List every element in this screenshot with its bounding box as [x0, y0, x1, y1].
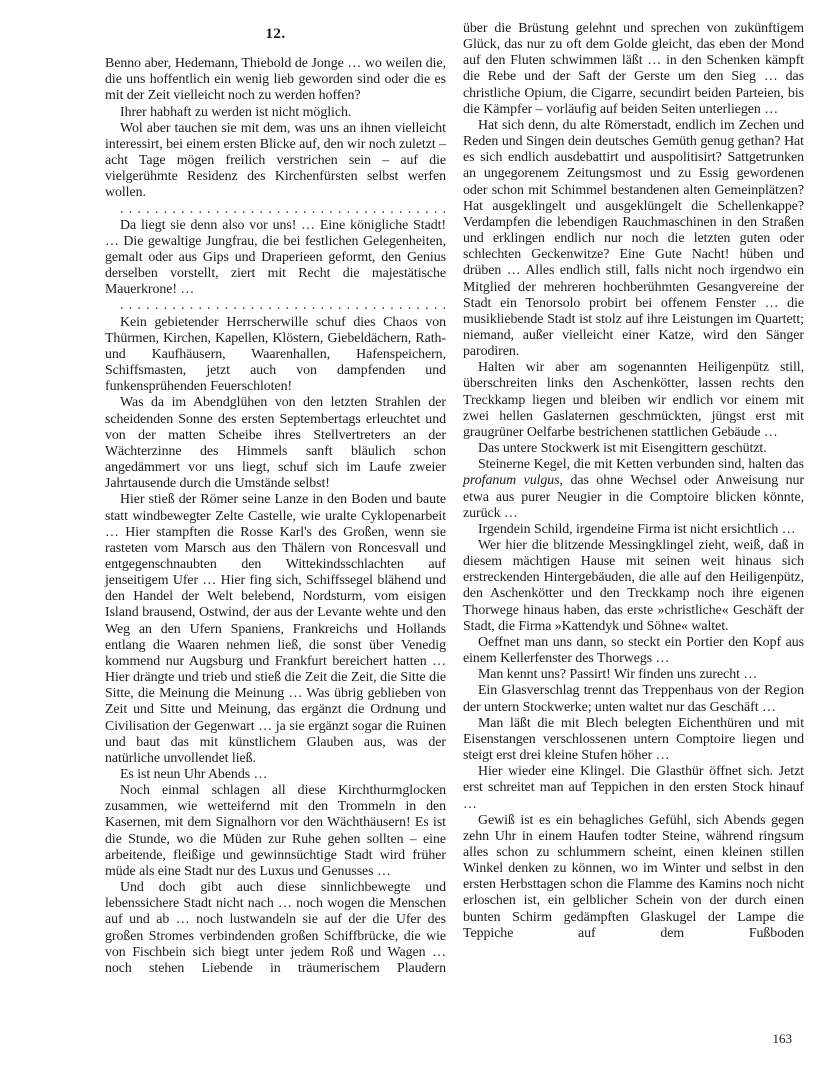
- paragraph: Da liegt sie denn also vor uns! … Eine königliche Stadt! … Die gewaltige Jungfrau, die bei festlichen Gelegenheiten, gemalt oder aus Gips und Draperieen geformt, den Genius derselben vorstellt, ziert mit Recht die majestätische Mauerkrone! …: [105, 217, 446, 298]
- paragraph: Wol aber tauchen sie mit dem, was uns an ihnen vielleicht interessirt, bei einem ersten Blicke auf, den wir noch zuletzt – acht Tage mögen freilich verstrichen sein – auf die vielgerühmte Residenz des Kirchenfürsten selbst werfen wollen.: [105, 120, 446, 201]
- paragraph: Und doch gibt auch diese sinnlichbewegte und lebenssichere Stadt nicht nach … noch wogen die Menschen auf und ab … noch lustwandeln sie auf der die Ufer des großen Stromes verbindenden großen Schiffbrücke, die wie von Fischbein sich biegt unter jedem Roß und Wagen … noch stehen Liebende in träumerischem Plaudern: [105, 880, 446, 976]
- paragraph: über die Brüstung gelehnt und sprechen von zukünftigem Glück, das nur zu oft dem Golde gleicht, das eben der Mond auf den Fluten schwimmen läßt … in den Schenken kämpft die Rebe und der Saft der Gerste um den Sieg … das christliche Opium, die Cigarre, secundirt beiden Parteien, bis die Kämpfer – vorläufig auf beiden Seiten unterliegen …: [463, 21, 804, 117]
- paragraph: Man läßt die mit Blech belegten Eichenthüren und mit Eisenstangen verschlossenen untern Comptoire liegen und steigt erst drei kleine Stufen höher …: [463, 715, 804, 764]
- section-separator-dots: . . . . . . . . . . . . . . . . . . . . . . . . . . . . . . . . . . . . . .: [120, 201, 446, 217]
- page-number-value: 163: [772, 1031, 792, 1046]
- paragraph: Ihrer habhaft zu werden ist nicht möglich.: [120, 104, 352, 120]
- paragraph: Es ist neun Uhr Abends …: [120, 767, 268, 782]
- section-separator-dots: . . . . . . . . . . . . . . . . . . . . . . . . . . . . . . . . . . . . . .: [120, 298, 446, 314]
- latin-phrase-italic: profanum vulgus,: [463, 473, 563, 489]
- paragraph: Oeffnet man uns dann, so steckt ein Portier den Kopf aus einem Kellerfenster des Thorwegs …: [463, 634, 804, 667]
- page-number: [105, 1031, 804, 1047]
- paragraph: Was da im Abendglühen von den letzten Strahlen der scheidenden Sonne des ersten Septembertags erleuchtet und von der matten Scheibe ihres Stellvertreters an der Wächterzinne des Himmels sanft bläulich schon angedämmert vor uns liegt, schuf sich im Laufe zweier Jahrtausende durch die Umstände selbst!: [105, 395, 446, 492]
- paragraph: Steinerne Kegel, die mit Ketten verbunden sind, halten das profanum vulgus, das ohne Wechsel oder Anweisung nur etwa aus purer Neugier in die Comptoire blicken könnte, zurück …: [463, 457, 805, 521]
- right-column: [463, 21, 804, 977]
- paragraph: Das untere Stockwerk ist mit Eisengittern geschützt.: [478, 441, 767, 457]
- paragraph: Ein Glasverschlag trennt das Treppenhaus von der Region der untern Stockwerke; unten waltet nur das Geschäft …: [463, 683, 804, 715]
- paragraph: Noch einmal schlagen all diese Kirchthurmglocken zusammen, wie wetteifernd mit den Trommeln in den Kasernen, mit dem Signalhorn vor den Wächthäusern! Es ist die Stunde, wo die Müden zur Ruhe gehen sollten – eine arbeitende, fleißige und gewinnsüchtige Stadt wird früher müde als eine Stadt nur des Luxus und Genusses …: [105, 783, 446, 879]
- paragraph: Gewiß ist es ein behagliches Gefühl, sich Abends gegen zehn Uhr in einem Haufen todter Steine, während ringsum alles schon zu schlummern scheint, einen kleinen stillen Winkel denken zu können, wo im Winter und selbst in den ersten Herbsttagen schon die Flamme des Kamins noch nicht erloschen ist, ein gelblicher Schein von der durch einen bunten Schirm gedämpften Glaskugel der Lampe die Teppiche auf dem Fußboden: [463, 812, 804, 941]
- paragraph: Irgendein Schild, irgendeine Firma ist nicht ersichtlich …: [478, 521, 796, 537]
- chapter-heading: 12.: [265, 26, 286, 42]
- paragraph: Kein gebietender Herrscherwille schuf dies Chaos von Thürmen, Kirchen, Kapellen, Klöstern, Giebeldächern, Rath- und Kaufhäusern, Waarenhallen, Hafenspeichern, Schiffsmasten, jetzt auch von dampfenden und funkensprühenden Feuerschloten!: [105, 314, 446, 395]
- paragraph: Halten wir aber am sogenannten Heiligenpütz still, überschreiten links den Aschenkötter, lassen rechts den Treckkamp liegen und bleiben wir endlich vor einem mit zwei hellen Gaslaternen geschmückten, jüngst erst mit graugrüner Oelfarbe bestrichenen stattlichen Gebäude …: [463, 360, 804, 440]
- paragraph: Man kennt uns? Passirt! Wir finden uns zurecht …: [478, 667, 758, 683]
- text-columns: [105, 21, 804, 977]
- paragraph: Hier stieß der Römer seine Lanze in den Boden und baute statt windbewegter Zelte Castelle, wie uralte Cyklopenarbeit … Hier stampften die Rosse Karl's des Großen, wenn sie rasteten vom Marsch aus den Thälern von Roncesvall und entgegenschnaubten den Wittekindsschlachten auf jenseitigem Ufer … Hier fing sich, Schiffssegel blähend und den Handel der Welt belebend, Nordsturm, vom eisigen Island brausend, Ostwind, der aus der Levante wehte und den Weg an den Ufern Spaniens, Frankreichs und Hollands entlang die Waaren nehmen ließ, die sonst über Venedig kommend nur Augsburg und Frankfurt bereichert hatten … Hier drängte und trieb und stieß die Zeit die Zeit, die Sitte die Sitte, die Meinung die Meinung … Was übrig geblieben von Zeit und Sitte und Meinung, das ergänzt die Ordnung und Civilisation der Gegenwart … ja sie ergänzt sogar die Ruinen und baut das mit künstlichem Glauben aus, was der natürliche unvollendet ließ.: [105, 492, 446, 766]
- paragraph: Hat sich denn, du alte Römerstadt, endlich im Zechen und Reden und Singen dein deutsches Gemüth genug gethan? Hat es sich endlich ausdebattirt und auspolitisirt? Sattgetrunken an ungegorenem Zeitungsmost und zu Essig gewordenen oder schon mit Schimmel bestandenen alten Gemeinplätzen? Hat ausgeklingelt und ausgeklüngelt die Schellenkappe? Verdampfen die lebendigen Rauchmaschinen in den Straßen und erklingen endlich nur noch die letzten guten oder schlechten Geckenwitze? Eine Gute Nacht! hüben und drüben … Alles endlich still, falls nicht noch irgendwo ein Mitglied der mehreren hochberühmten Gesangvereine der Stadt ein Tenorsolo probirt bei offenem Fenster … die musikliebende Stadt ist stolz auf ihre Leistungen im Quartett; niemand, außer vielleicht einer Katze, wird den Sänger parodiren.: [463, 117, 804, 360]
- paragraph: Benno aber, Hedemann, Thiebold de Jonge … wo weilen die, die uns hoffentlich ein wenig lieb geworden sind oder die es mit der Zeit vielleicht noch zu werden hoffen?: [105, 56, 446, 104]
- left-column: [105, 21, 446, 977]
- paragraph: Wer hier die blitzende Messingklingel zieht, weiß, daß in diesem mächtigen Hause mit seinen weit hinaus sich erstreckenden Hintergebäuden, die alle auf den Heiligenpütz, den Aschenkötter und den Treckkamp noch ihre eigenen Thorwege hinaus haben, das erste »christliche« Geschäft der Stadt, die Firma »Kattendyk und Söhne« waltet.: [463, 538, 804, 634]
- paragraph: Hier wieder eine Klingel. Die Glasthür öffnet sich. Jetzt erst schreitet man auf Teppichen in den ersten Stock hinauf …: [463, 764, 804, 812]
